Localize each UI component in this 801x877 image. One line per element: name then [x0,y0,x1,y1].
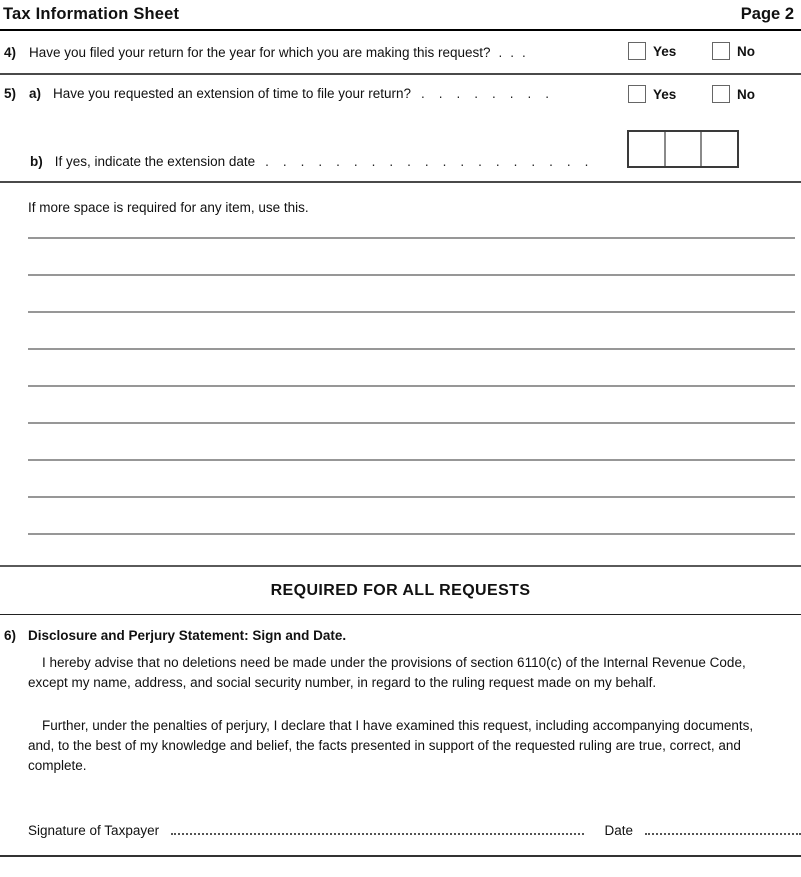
page-header [0,0,801,31]
question-4-dot-leader: ... [498,45,534,60]
blank-writing-line[interactable] [28,496,795,533]
question-4-line [4,45,534,60]
required-banner [0,567,801,615]
signature-row [28,820,801,838]
question-4-number: 4) [4,45,17,60]
blank-writing-line[interactable] [28,274,795,311]
section-6 [0,615,801,877]
question-5b-dot-leader: ................... [265,154,603,169]
q5a-yes-label: Yes [653,86,677,102]
q5a-yes-group [628,85,676,103]
q4-yes-label: Yes [653,43,677,59]
disclosure-paragraph-1: I hereby advise that no deletions need be made under the provisions of section 6110(c) of the Internal Revenue Code, except my name, address, and social security number, in regard to the ruling request made on my behalf. [28,655,746,690]
date-field[interactable] [645,833,801,835]
q5a-yes-checkbox[interactable] [628,85,646,103]
page-title: Tax Information Sheet [3,5,180,23]
signature-label: Signature of Taxpayer [28,823,160,838]
more-space-instruction: If more space is required for any item, use this. [28,200,309,215]
question-4-text: Have you filed your return for the year for which you are making this request? [29,45,491,60]
blank-writing-line[interactable] [28,459,795,496]
blank-writing-line[interactable] [28,385,795,422]
date-label: Date [604,823,633,838]
question-5b-text: If yes, indicate the extension date [54,154,256,169]
blank-writing-line[interactable] [28,311,795,348]
extension-date-cell[interactable] [700,132,737,166]
blank-writing-line[interactable] [28,533,795,570]
required-banner-text: REQUIRED FOR ALL REQUESTS [270,581,531,599]
q5a-no-label: No [737,86,755,102]
bottom-rule [0,855,801,857]
blank-writing-line[interactable] [28,237,795,274]
question-5a-line [4,86,563,101]
section-6-heading: Disclosure and Perjury Statement: Sign and Date. [28,628,347,643]
q4-no-checkbox[interactable] [712,42,730,60]
extension-date-cell[interactable] [629,132,664,166]
q5a-no-checkbox[interactable] [712,85,730,103]
disclosure-paragraph-2: Further, under the penalties of perjury, I declare that I have examined this request, including accompanying documents, and, to the best of my knowledge and belief, the facts presented in support of the requested ruling are true, correct, and complete. [28,718,754,773]
question-5b-letter: b) [30,154,43,169]
question-5a-text: Have you requested an extension of time to file your return? [53,86,411,101]
q4-yes-checkbox[interactable] [628,42,646,60]
blank-writing-line[interactable] [28,422,795,459]
question-5-number: 5) [4,86,17,101]
question-5-row [0,75,801,183]
q4-no-group [712,42,755,60]
q4-no-label: No [737,43,755,59]
blank-writing-line[interactable] [28,348,795,385]
question-5a-letter: a) [29,86,42,101]
signature-field[interactable] [171,833,584,835]
extension-date-box [627,130,739,168]
section-6-number: 6) [4,628,17,643]
q4-yes-group [628,42,676,60]
question-5a-dot-leader: ........ [421,86,564,101]
more-space-section [0,183,801,567]
extension-date-cell[interactable] [664,132,701,166]
q5a-no-group [712,85,755,103]
question-5b-line [30,154,602,169]
question-4-row [0,31,801,75]
blank-lines [28,237,795,570]
page-number: Page 2 [740,5,794,23]
